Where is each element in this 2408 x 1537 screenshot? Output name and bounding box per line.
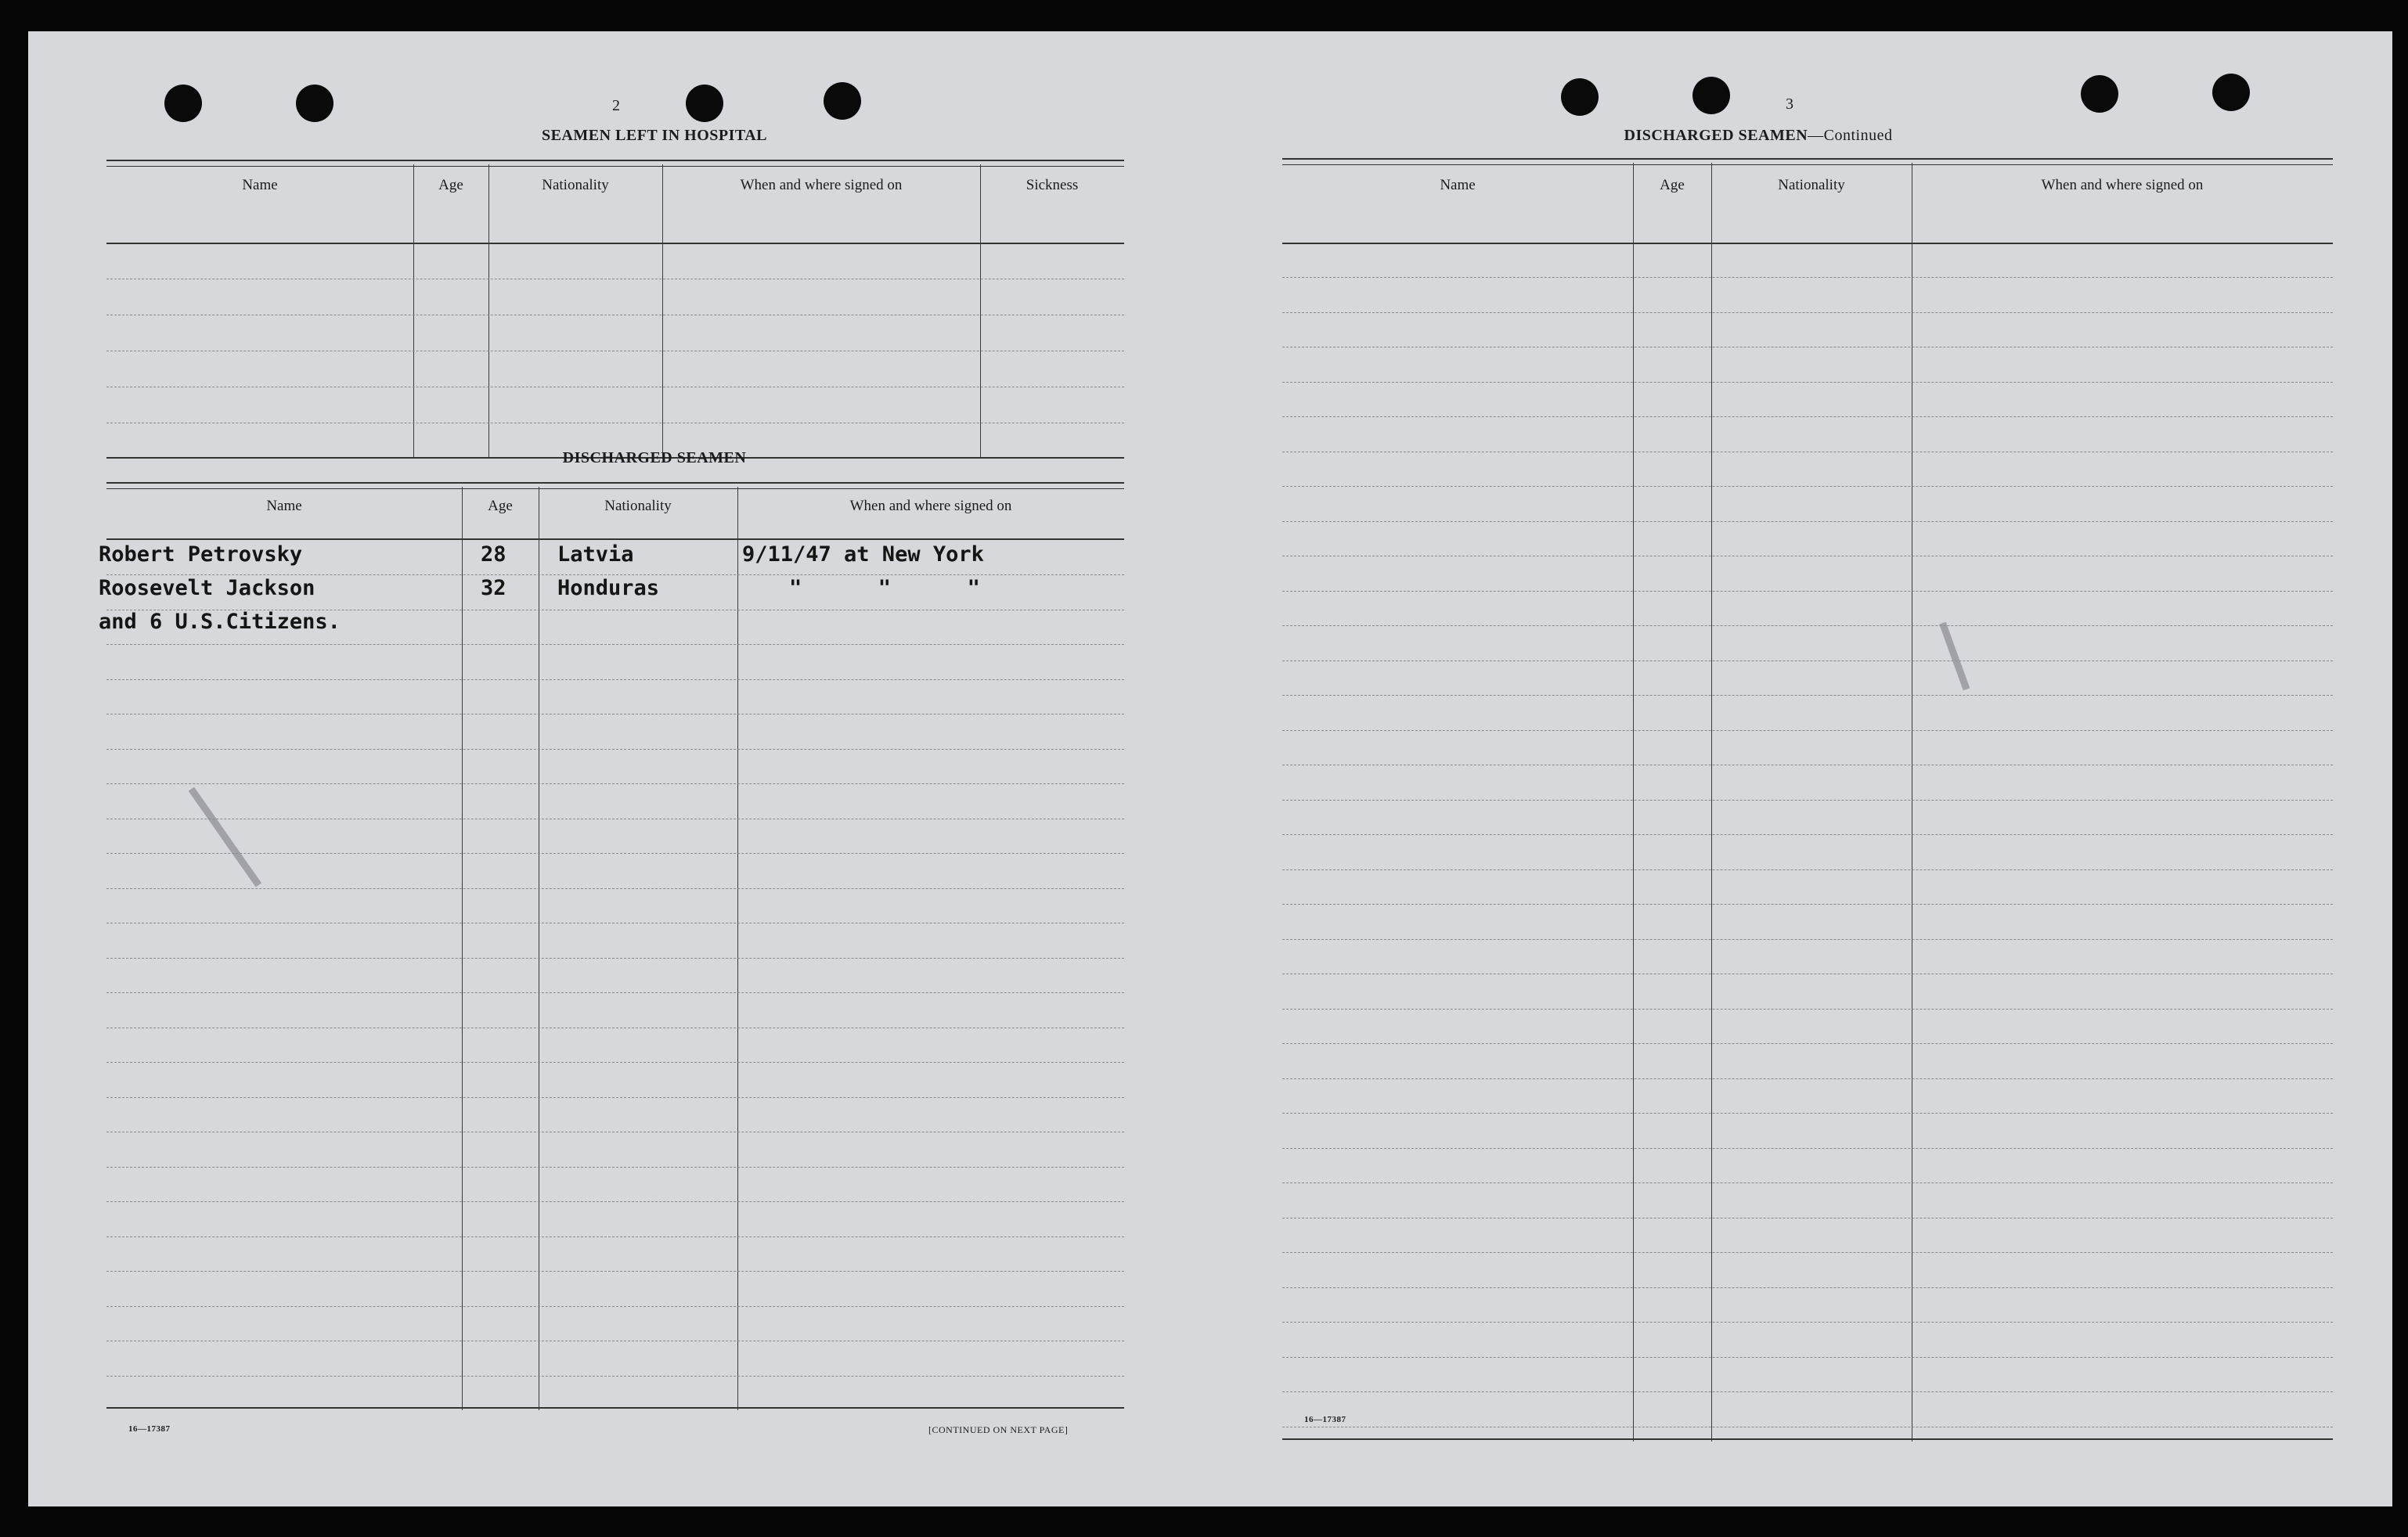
ruled-line: [1282, 1182, 2333, 1183]
hospital-heading: SEAMEN LEFT IN HOSPITAL: [541, 127, 768, 144]
ruled-line: [1282, 1357, 2333, 1358]
ruled-line: [1282, 800, 2333, 801]
ruled-line: [1282, 1043, 2333, 1044]
ruled-line: [1282, 625, 2333, 626]
seaman-nationality: Honduras: [557, 576, 660, 600]
ruled-line: [106, 1306, 1124, 1307]
col-header-signed-on: When and where signed on: [740, 177, 903, 193]
ruled-line: [106, 783, 1124, 784]
ruled-line: [1282, 1322, 2333, 1323]
seaman-name: Roosevelt Jackson: [99, 576, 315, 600]
col-header-name: Name: [266, 498, 302, 514]
page-number: 3: [1786, 95, 1793, 113]
ruled-line: [1282, 591, 2333, 592]
punch-hole: [2081, 75, 2118, 113]
punch-hole: [164, 85, 202, 122]
col-header-age: Age: [488, 498, 513, 514]
ruled-line: [1282, 277, 2333, 278]
ruled-line: [106, 992, 1124, 993]
seaman-age: 32: [481, 576, 506, 600]
faint-stamp-mark: ▬▬▬: [1934, 617, 1983, 693]
ruled-line: [106, 958, 1124, 959]
document-sheet: [28, 31, 2392, 1506]
page-number: 2: [612, 97, 620, 114]
ruled-line: [106, 1271, 1124, 1272]
ruled-line: [1282, 486, 2333, 487]
ruled-line: [1282, 1391, 2333, 1392]
seaman-signed-on: 9/11/47 at New York: [742, 542, 984, 567]
ruled-line: [106, 644, 1124, 645]
punch-hole: [296, 85, 333, 122]
punch-hole: [686, 85, 723, 122]
seaman-signed-on: " " ": [789, 576, 980, 600]
ruled-line: [1282, 695, 2333, 696]
form-number: 16—17387: [1304, 1415, 1346, 1424]
col-header-nationality: Nationality: [604, 498, 672, 514]
seaman-nationality: Latvia: [557, 542, 634, 567]
punch-hole: [2212, 74, 2250, 111]
seaman-name: Robert Petrovsky: [99, 542, 303, 567]
ruled-line: [1282, 382, 2333, 383]
discharged-heading: DISCHARGED SEAMEN: [562, 449, 747, 466]
col-header-nationality: Nationality: [1778, 177, 1845, 193]
ruled-line: [106, 749, 1124, 750]
ruled-line: [1282, 1148, 2333, 1149]
ruled-line: [106, 1376, 1124, 1377]
ruled-line: [1282, 1113, 2333, 1114]
faint-stamp-mark: ▬▬▬▬▬: [183, 779, 272, 891]
ruled-line: [106, 1236, 1124, 1237]
col-header-age: Age: [1660, 177, 1685, 193]
col-header-age: Age: [438, 177, 463, 193]
ruled-line: [1282, 1009, 2333, 1010]
seaman-name: and 6 U.S.Citizens.: [99, 610, 341, 634]
col-header-signed-on: When and where signed on: [2041, 177, 2204, 193]
ruled-line: [106, 1062, 1124, 1063]
punch-hole: [1692, 77, 1730, 114]
ruled-line: [106, 574, 1124, 575]
ruled-line: [106, 1201, 1124, 1202]
ruled-line: [106, 1167, 1124, 1168]
ruled-line: [106, 888, 1124, 889]
ruled-line: [1282, 939, 2333, 940]
ruled-line: [1282, 1287, 2333, 1288]
form-number: 16—17387: [128, 1424, 171, 1434]
col-header-signed-on: When and where signed on: [849, 498, 1012, 514]
ruled-line: [1282, 416, 2333, 417]
col-header-sickness: Sickness: [1026, 177, 1079, 193]
discharged-continued-table: [1282, 158, 2333, 1442]
ruled-line: [106, 1097, 1124, 1098]
ruled-line: [106, 714, 1124, 715]
continued-note: [CONTINUED ON NEXT PAGE]: [928, 1424, 1069, 1435]
seaman-age: 28: [481, 542, 506, 567]
ruled-line: [1282, 834, 2333, 835]
ruled-line: [106, 853, 1124, 854]
col-header-name: Name: [1440, 177, 1476, 193]
ruled-line: [1282, 521, 2333, 522]
ruled-line: [1282, 1078, 2333, 1079]
heading-text: DISCHARGED SEAMEN: [1624, 127, 1808, 144]
col-header-name: Name: [242, 177, 278, 193]
ruled-line: [1282, 904, 2333, 905]
ruled-line: [106, 679, 1124, 680]
col-header-nationality: Nationality: [542, 177, 609, 193]
punch-hole: [1561, 78, 1599, 116]
hospital-table: [106, 160, 1124, 459]
ruled-line: [1282, 730, 2333, 731]
discharged-continued-heading: [1563, 127, 1954, 145]
ruled-line: [1282, 1252, 2333, 1253]
heading-suffix: —Continued: [1808, 127, 1893, 144]
ruled-line: [1282, 312, 2333, 313]
ruled-line: [1282, 869, 2333, 870]
punch-hole: [824, 82, 861, 120]
